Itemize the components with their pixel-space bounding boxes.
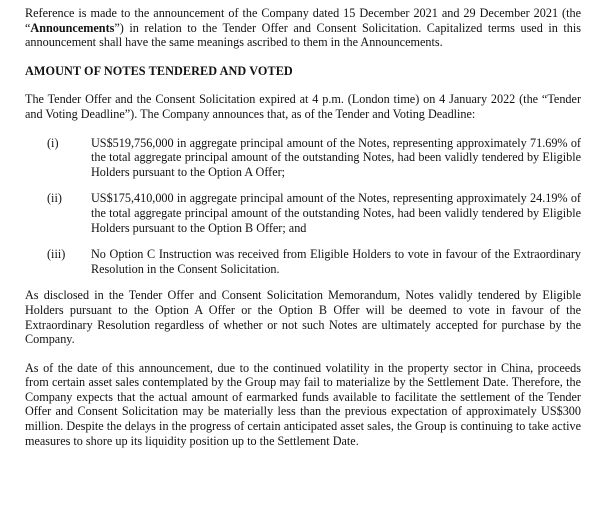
body-paragraph-deemed-vote: As disclosed in the Tender Offer and Consent Solicitation Memorandum, Notes validly tendered by Eligible Holders pursuant to the Option A Offer or the Option B Offer will be deemed to vote in favour of the Extraordinary Resolution regardless of whether or not such Notes are ultimately accepted for purchase by the Company. (25, 288, 581, 347)
list-item-text: No Option C Instruction was received from Eligible Holders to vote in favour of the Extraordinary Resolution in the Consent Solicitation. (91, 247, 581, 276)
lead-paragraph: The Tender Offer and the Consent Solicitation expired at 4 p.m. (London time) on 4 January 2022 (the “Tender and Voting Deadline”). The Company announces that, as of the Tender and Voting Deadline: (25, 92, 581, 121)
intro-text-part1: Reference is made to the announcement of the Company dated 15 December 2021 and 29 December 2021 (the “ (25, 6, 581, 35)
tender-results-list (25, 136, 581, 277)
intro-text-part2: ”) in relation to the Tender Offer and Consent Solicitation. Capitalized terms used in this announcement shall have the same meanings ascribed to them in the Announcements. (25, 20, 581, 50)
list-item-number: (ii) (47, 191, 62, 206)
body-paragraph-asset-sales: As of the date of this announcement, due to the continued volatility in the property sector in China, proceeds from certain asset sales contemplated by the Group may fail to materialize by the Settlement Date. Therefore, the Company expects that the actual amount of earmarked funds available to facilitate the settlement of the Tender Offer and Consent Solicitation may be materially less than the previous expectation of approximately US$300 million. Despite the delays in the progress of certain anticipated asset sales, the Group is continuing to take active measures to shore up its liquidity position up to the Settlement Date. (25, 360, 581, 448)
list-item-text: US$175,410,000 in aggregate principal amount of the Notes, representing approximately 24.19% of the total aggregate principal amount of the outstanding Notes, had been validly tendered by Eligible Holders pursuant to the Option B Offer; and (91, 191, 581, 235)
list-item-text: US$519,756,000 in aggregate principal amount of the Notes, representing approximately 71.69% of the total aggregate principal amount of the outstanding Notes, had been validly tendered by Eligible Holders pursuant to the Option A Offer; (91, 135, 581, 179)
list-item-number: (i) (47, 135, 59, 150)
list-item (25, 136, 581, 180)
list-item (25, 247, 581, 276)
list-item-number: (iii) (47, 247, 66, 262)
section-heading: AMOUNT OF NOTES TENDERED AND VOTED (25, 63, 293, 78)
list-item (25, 191, 581, 235)
intro-paragraph (25, 6, 581, 50)
intro-bold-term: Announcements (30, 20, 115, 35)
